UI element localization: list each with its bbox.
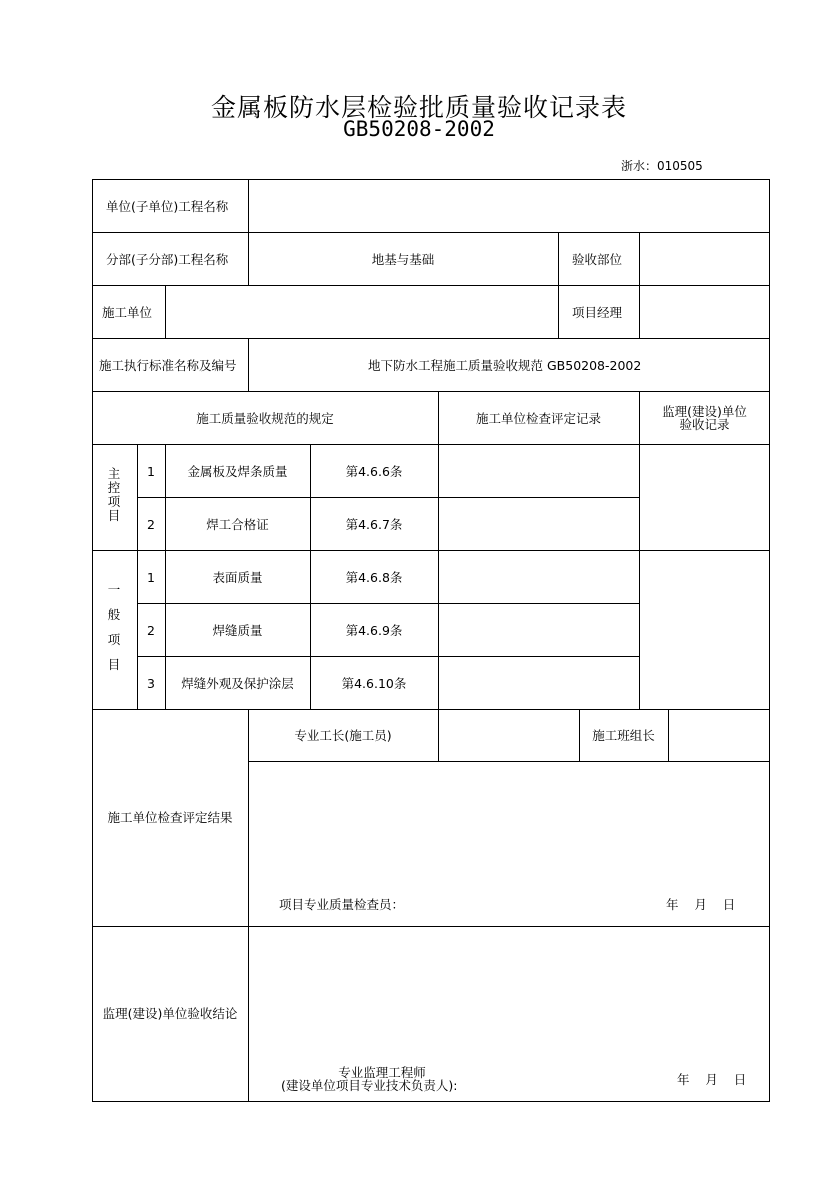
spec-header: 施工质量验收规范的规定 [196,411,334,426]
row-divider [248,761,770,762]
standard-value[interactable]: 地下防水工程施工质量验收规范 GB50208-2002 [368,358,642,373]
item-clause: 第4.6.10条 [341,676,407,691]
item-clause: 第4.6.6条 [345,464,403,479]
row-divider [92,285,770,286]
col-divider [668,709,669,761]
group-char: 般 [107,607,121,622]
conclusion-label: 监理(建设)单位验收结论 [102,1006,238,1021]
col-divider [558,232,559,338]
item-no: 3 [147,676,155,691]
col-divider [248,179,249,285]
team-leader-label: 施工班组长 [592,728,655,743]
group-char: 控 [107,480,121,495]
col-divider [248,709,249,1102]
group-char: 项 [107,494,121,509]
supervision-header-line2: 验收记录 [679,417,730,432]
item-name: 焊缝质量 [212,623,263,638]
result-label: 施工单位检查评定结果 [107,810,233,825]
item-clause: 第4.6.8条 [345,570,403,585]
row-divider [137,497,639,498]
row-divider [92,338,770,339]
conclusion-date: 年 月 日 [677,1072,747,1087]
table-border-bottom [92,1101,770,1102]
result-date: 年 月 日 [666,897,736,912]
group-char: 目 [107,508,121,523]
row-divider [92,391,770,392]
col-divider [639,391,640,709]
col-divider [438,391,439,709]
engineer-line1: 专业监理工程师 [338,1065,426,1080]
item-clause: 第4.6.7条 [345,517,403,532]
engineer-line2: (建设单位项目专业技术负责人): [281,1078,458,1093]
supervision-header-line1: 监理(建设)单位 [662,404,747,419]
col-divider [165,285,166,338]
row-divider [92,550,770,551]
check-record-header: 施工单位检查评定记录 [475,411,601,426]
general-items-group-label [106,577,122,677]
sub-project-label: 分部(子分部)工程名称 [106,252,229,267]
construction-unit-label: 施工单位 [102,305,153,320]
item-name: 焊工合格证 [206,517,269,532]
row-divider [137,603,639,604]
project-manager-label: 项目经理 [572,305,623,320]
main-items-group-label [106,467,122,523]
col-divider [248,338,249,391]
row-divider [137,656,639,657]
inspection-record-table [92,179,770,1102]
row-divider [92,232,770,233]
sub-project-value[interactable]: 地基与基础 [371,252,435,267]
table-border-left [92,179,93,1102]
acceptance-part-label: 验收部位 [572,252,623,267]
item-no: 2 [147,517,155,532]
row-divider [92,444,770,445]
item-no: 1 [147,570,155,585]
col-divider [438,709,439,761]
table-border-right [769,179,770,1102]
row-divider [92,926,770,927]
item-clause: 第4.6.9条 [345,623,403,638]
col-divider [639,232,640,338]
form-title: 金属板防水层检验批质量验收记录表 [210,93,627,122]
item-no: 1 [147,464,155,479]
unit-project-label: 单位(子单位)工程名称 [106,199,229,214]
group-char: 目 [107,657,121,672]
group-char: 项 [107,632,121,647]
item-no: 2 [147,623,155,638]
item-name: 金属板及焊条质量 [187,464,288,479]
standard-label: 施工执行标准名称及编号 [99,358,237,373]
standard-number: GB50208-2002 [343,117,495,141]
foreman-label: 专业工长(施工员) [294,728,392,743]
item-name: 焊缝外观及保护涂层 [181,676,294,691]
inspector-label: 项目专业质量检查员： [279,897,405,912]
group-char: 主 [107,466,121,481]
form-code: 浙水：010505 [621,159,703,173]
group-char: 一 [107,582,121,597]
item-name: 表面质量 [212,570,263,585]
table-border-top [92,179,770,180]
